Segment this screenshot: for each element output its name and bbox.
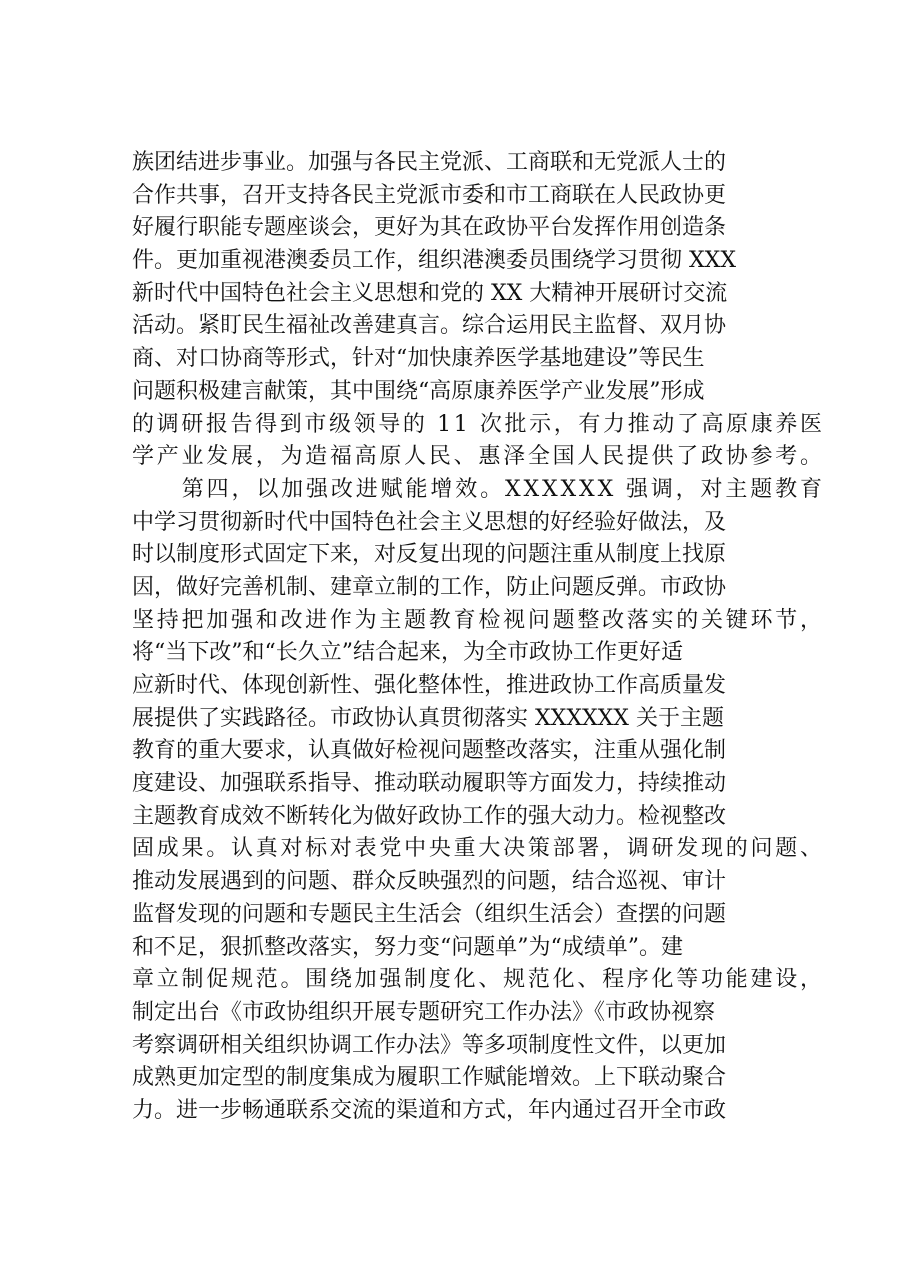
text-line <box>132 180 822 213</box>
text-line-content: 固成果。认真对标对表党中央重大决策部署，调研发现的问题、 <box>132 836 825 862</box>
text-line-content: 和不足，狠抓整改落实，努力变“问题单”为“成绩单”。建 <box>132 934 683 960</box>
text-line-content: 制定出台《市政协组织开展专题研究工作办法》《市政协视察 <box>132 999 716 1025</box>
text-line-content: 成熟更加定型的制度集成为履职工作赋能增效。上下联动聚合 <box>132 1065 727 1091</box>
text-line <box>132 932 822 965</box>
text-line <box>132 539 822 572</box>
text-line <box>132 637 822 670</box>
text-line <box>132 310 822 343</box>
text-line-content: 族团结进步事业。加强与各民主党派、工商联和无党派人士的 <box>132 150 727 175</box>
text-line <box>132 670 822 703</box>
text-line-content: 学产业发展，为造福高原人民、惠泽全国人民提供了政协参考。 <box>132 444 825 470</box>
text-line-content: 第四，以加强改进赋能增效。XXXXXX 强调，对主题教育 <box>132 476 825 502</box>
text-line <box>132 376 822 409</box>
text-line <box>132 572 822 605</box>
text-line <box>132 147 822 180</box>
text-line-content: 中学习贯彻新时代中国特色社会主义思想的好经验好做法，及 <box>132 509 727 535</box>
text-line-content: 合作共事，召开支持各民主党派市委和市工商联在人民政协更 <box>132 182 727 208</box>
text-line <box>132 1095 822 1128</box>
text-line-content: 新时代中国特色社会主义思想和党的 XX 大精神开展研讨交流 <box>132 280 728 306</box>
text-line-content: 考察调研相关组织协调工作办法》等多项制度性文件，以更加 <box>132 1032 727 1058</box>
text-line <box>132 1030 822 1063</box>
text-line-content: 好履行职能专题座谈会，更好为其在政协平台发挥作用创造条 <box>132 215 727 241</box>
text-line-content: 推动发展遇到的问题、群众反映强烈的问题，结合巡视、审计 <box>132 869 727 895</box>
text-line <box>132 343 822 376</box>
text-line <box>132 964 825 997</box>
text-line-content: 时以制度形式固定下来，对反复出现的问题注重从制度上找原 <box>132 542 727 568</box>
text-line <box>132 441 825 474</box>
text-line-content: 坚持把加强和改进作为主题教育检视问题整改落实的关键环节， <box>132 607 825 633</box>
text-line-content: 的调研报告得到市级领导的 11 次批示，有力推动了高原康养医 <box>132 411 825 437</box>
text-line <box>132 866 822 899</box>
text-line-content: 因，做好完善机制、建章立制的工作，防止问题反弹。市政协 <box>132 574 727 600</box>
text-line-content: 活动。紧盯民生福祉改善建真言。综合运用民主监督、双月协 <box>132 313 727 339</box>
text-line-content: 件。更加重视港澳委员工作，组织港澳委员围绕学习贯彻 XXX <box>132 248 736 274</box>
text-line <box>132 801 822 834</box>
text-line <box>132 278 822 311</box>
text-line <box>132 833 825 866</box>
text-line <box>132 474 825 507</box>
text-line <box>132 507 822 540</box>
text-line <box>132 899 822 932</box>
text-line <box>132 245 822 278</box>
text-line <box>132 997 822 1030</box>
text-line-content: 将“当下改”和“长久立”结合起来，为全市政协工作更好适 <box>132 640 683 666</box>
text-line <box>132 212 822 245</box>
text-line-content: 应新时代、体现创新性、强化整体性，推进政协工作高质量发 <box>132 673 727 698</box>
text-line <box>132 409 825 442</box>
text-line-content: 展提供了实践路径。市政协认真贯彻落实 XXXXXX 关于主题 <box>132 705 724 731</box>
text-line-content: 商、对口协商等形式，针对“加快康养医学基地建设”等民生 <box>132 346 705 372</box>
text-line-content: 度建设、加强联系指导、推动联动履职等方面发力，持续推动 <box>132 771 727 797</box>
text-line <box>132 768 822 801</box>
text-line-content: 力。进一步畅通联系交流的渠道和方式，年内通过召开全市政 <box>132 1097 727 1123</box>
text-line <box>132 605 825 638</box>
body-text <box>132 147 825 1128</box>
text-line-content: 问题积极建言献策，其中围绕“高原康养医学产业发展”形成 <box>132 378 705 404</box>
text-line <box>132 1062 822 1095</box>
text-line <box>132 735 822 768</box>
text-line-content: 教育的重大要求，认真做好检视问题整改落实，注重从强化制 <box>132 738 727 764</box>
text-line-content: 主题教育成效不断转化为做好政协工作的强大动力。检视整改 <box>132 803 727 829</box>
text-line-content: 章立制促规范。围绕加强制度化、规范化、程序化等功能建设， <box>132 967 825 993</box>
text-line-content: 监督发现的问题和专题民主生活会（组织生活会）查摆的问题 <box>132 901 727 927</box>
text-line <box>132 703 822 736</box>
